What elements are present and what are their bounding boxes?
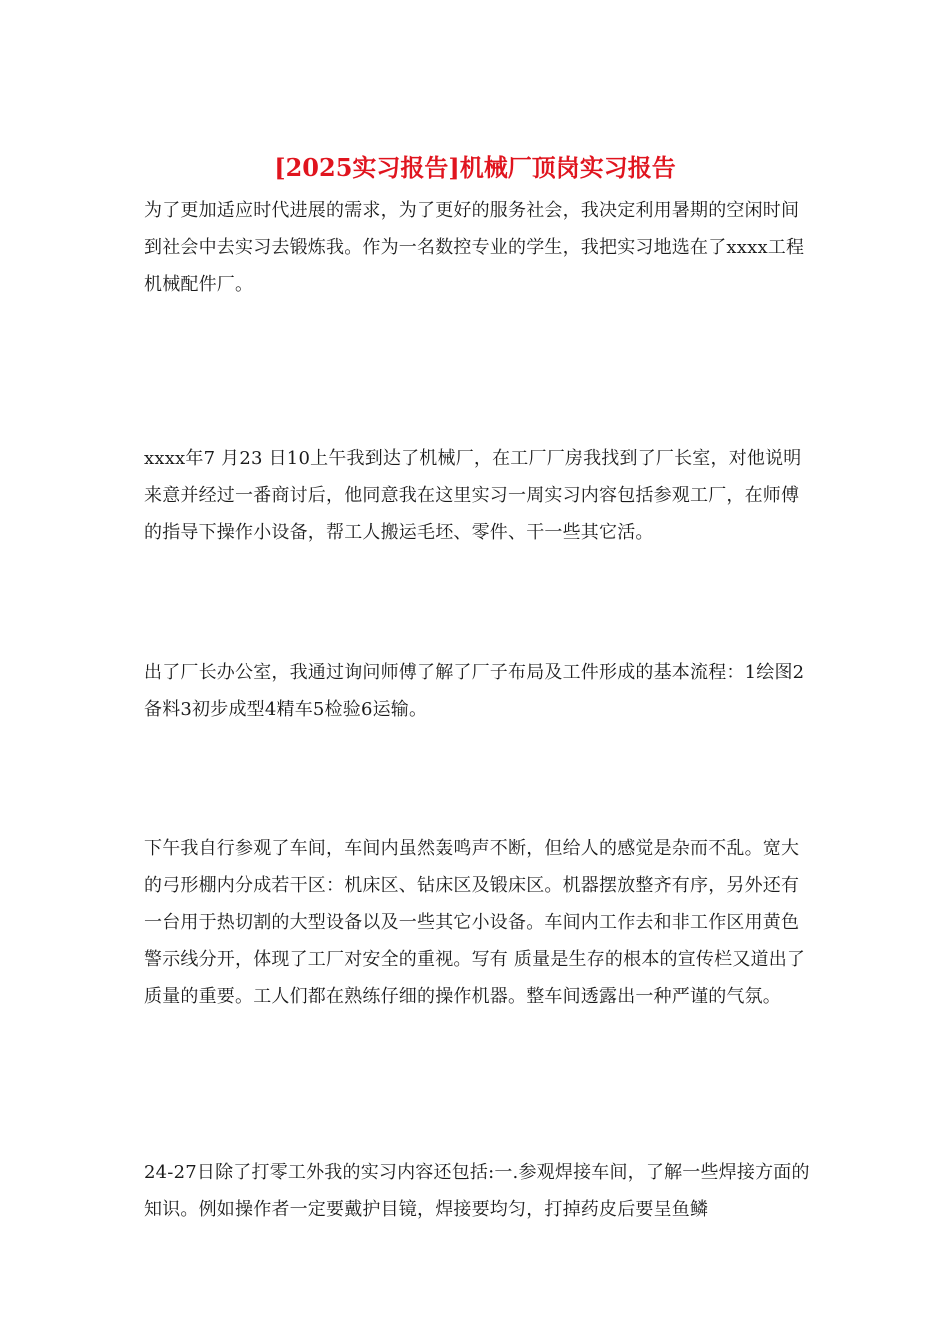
- paragraph-5: 24-27日除了打零工外我的实习内容还包括:一.参观焊接车间，了解一些焊接方面的知识。例如操作者一定要戴护目镜，焊接要均匀，打掉药皮后要呈鱼鳞: [144, 1162, 810, 1220]
- paragraph-3: 出了厂长办公室，我通过询问师傅了解了厂子布局及工件形成的基本流程：1绘图2备料3初步成型4精车5检验6运输。: [144, 662, 805, 720]
- paragraph-1: 为了更加适应时代进展的需求，为了更好的服务社会，我决定利用暑期的空闲时间到社会中去实习去锻炼我。作为一名数控专业的学生，我把实习地选在了xxxx工程机械配件厂。: [144, 200, 805, 295]
- paragraph-4: 下午我自行参观了车间，车间内虽然轰鸣声不断，但给人的感觉是杂而不乱。宽大的弓形棚内分成若干区：机床区、钻床区及锻床区。机器摆放整齐有序，另外还有一台用于热切割的大型设备以及一些其它小设备。车间内工作去和非工作区用黄色警示线分开，体现了工厂对安全的重视。写有 质量是生存的根本的宣传栏又道出了质量的重要。工人们都在熟练仔细的操作机器。整车间透露出一种严谨的气氛。: [144, 838, 806, 1007]
- document-title: [2025实习报告]机械厂顶岗实习报告: [274, 153, 676, 182]
- paragraph-2: xxxx年7 月23 日10上午我到达了机械厂，在工厂厂房我找到了厂长室，对他说明来意并经过一番商讨后，他同意我在这里实习一周实习内容包括参观工厂，在师傅的指导下操作小设备，帮工人搬运毛坯、零件、干一些其它活。: [144, 448, 802, 543]
